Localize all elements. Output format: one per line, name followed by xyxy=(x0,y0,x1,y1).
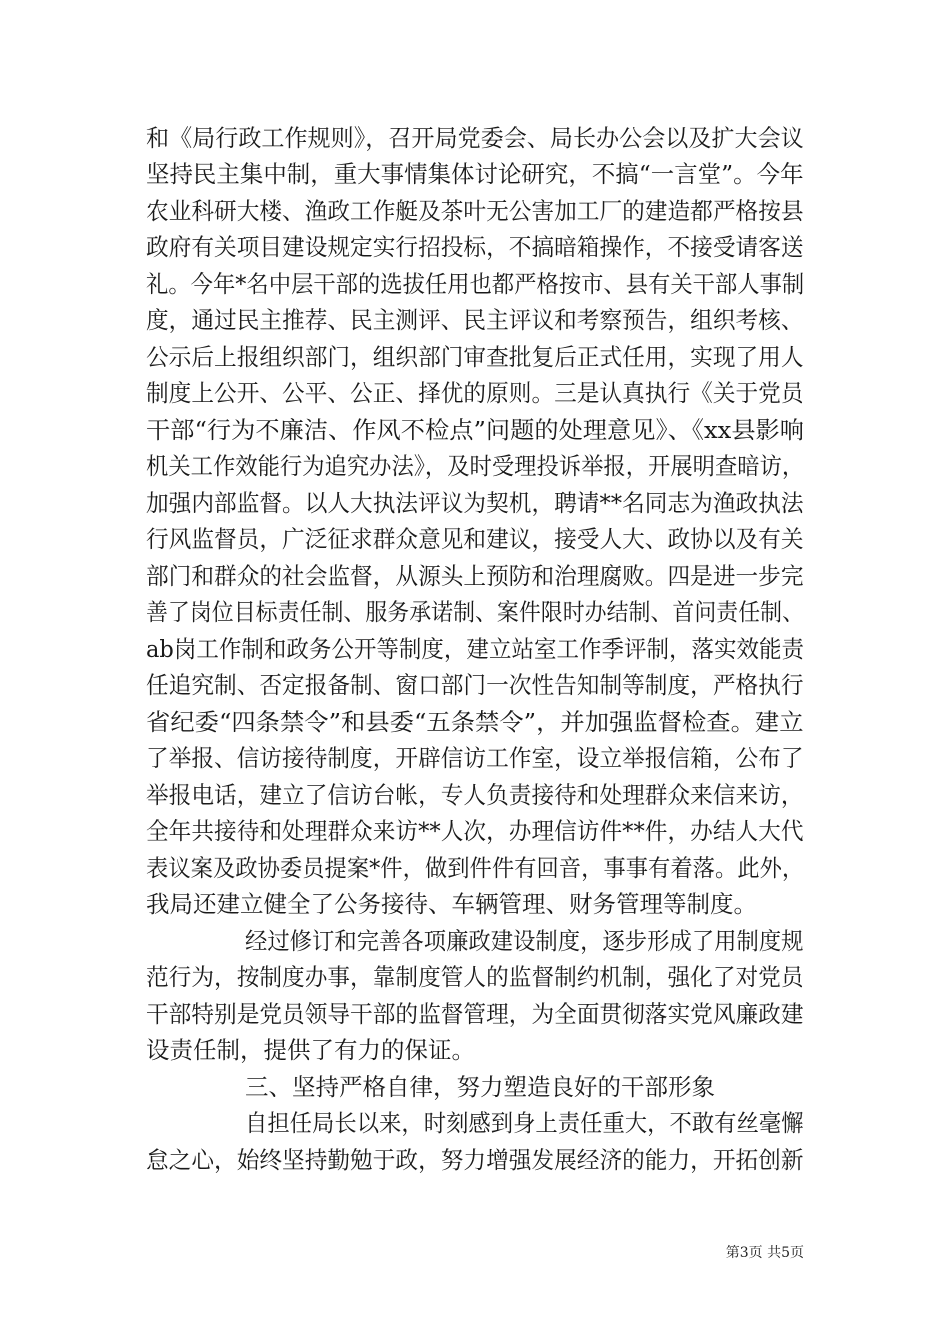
text-line: 和《局行政工作规则》，召开局党委会、局长办公会以及扩大会议 xyxy=(146,124,804,152)
text-line: 设责任制，提供了有力的保证。 xyxy=(146,1036,475,1064)
text-line: 行风监督员，广泛征求群众意见和建议，接受人大、政协以及有关 xyxy=(146,525,804,553)
paragraph-first-line: 经过修订和完善各项廉政建设制度，逐步形成了用制度规 xyxy=(245,927,804,955)
text-line: 部门和群众的社会监督，从源头上预防和治理腐败。四是进一步完 xyxy=(146,562,804,590)
text-line: 机关工作效能行为追究办法》，及时受理投诉举报，开展明查暗访， xyxy=(146,452,805,480)
text-line: ab岗工作制和政务公开等制度，建立站室工作季评制，落实效能责 xyxy=(146,635,805,663)
text-line: 了举报、信访接待制度，开辟信访工作室，设立举报信箱，公布了 xyxy=(146,744,804,772)
text-line: 表议案及政协委员提案*件，做到件件有回音，事事有着落。此外， xyxy=(146,854,805,882)
section-heading: 三、坚持严格自律，努力塑造良好的干部形象 xyxy=(245,1073,715,1101)
text-line: 善了岗位目标责任制、服务承诺制、案件限时办结制、首问责任制、 xyxy=(146,598,804,626)
paragraph-first-line: 自担任局长以来，时刻感到身上责任重大，不敢有丝毫懈 xyxy=(245,1109,804,1137)
text-line: 怠之心，始终坚持勤勉于政，努力增强发展经济的能力，开拓创新 xyxy=(146,1146,804,1174)
text-line: 公示后上报组织部门，组织部门审查批复后正式任用，实现了用人 xyxy=(146,343,804,371)
text-line: 坚持民主集中制，重大事情集体讨论研究，不搞“一言堂”。今年 xyxy=(146,160,804,188)
text-line: 范行为，按制度办事，靠制度管人的监督制约机制，强化了对党员 xyxy=(146,963,804,991)
text-line: 制度上公开、公平、公正、择优的原则。三是认真执行《关于党员 xyxy=(146,379,804,407)
page-number: 第3页 共5页 xyxy=(725,1245,804,1261)
text-line: 政府有关项目建设规定实行招投标，不搞暗箱操作，不接受请客送 xyxy=(146,233,804,261)
text-line: 农业科研大楼、渔政工作艇及茶叶无公害加工厂的建造都严格按县 xyxy=(146,197,804,225)
text-line: 省纪委“四条禁令”和县委“五条禁令”，并加强监督检查。建立 xyxy=(146,708,804,736)
text-line: 举报电话，建立了信访台帐，专人负责接待和处理群众来信来访， xyxy=(146,781,804,809)
text-line: 干部“行为不廉洁、作风不检点”问题的处理意见》、《xx县影响 xyxy=(146,416,805,444)
text-line: 加强内部监督。以人大执法评议为契机，聘请**名同志为渔政执法 xyxy=(146,489,804,517)
text-line: 任追究制、否定报备制、窗口部门一次性告知制等制度，严格执行 xyxy=(146,671,804,699)
text-line: 度，通过民主推荐、民主测评、民主评议和考察预告，组织考核、 xyxy=(146,306,804,334)
text-line: 礼。今年*名中层干部的选拔任用也都严格按市、县有关干部人事制 xyxy=(146,270,805,298)
text-line: 我局还建立健全了公务接待、车辆管理、财务管理等制度。 xyxy=(146,890,757,918)
text-line: 干部特别是党员领导干部的监督管理，为全面贯彻落实党风廉政建 xyxy=(146,1000,804,1028)
text-line: 全年共接待和处理群众来访**人次，办理信访件**件，办结人大代 xyxy=(146,817,804,845)
